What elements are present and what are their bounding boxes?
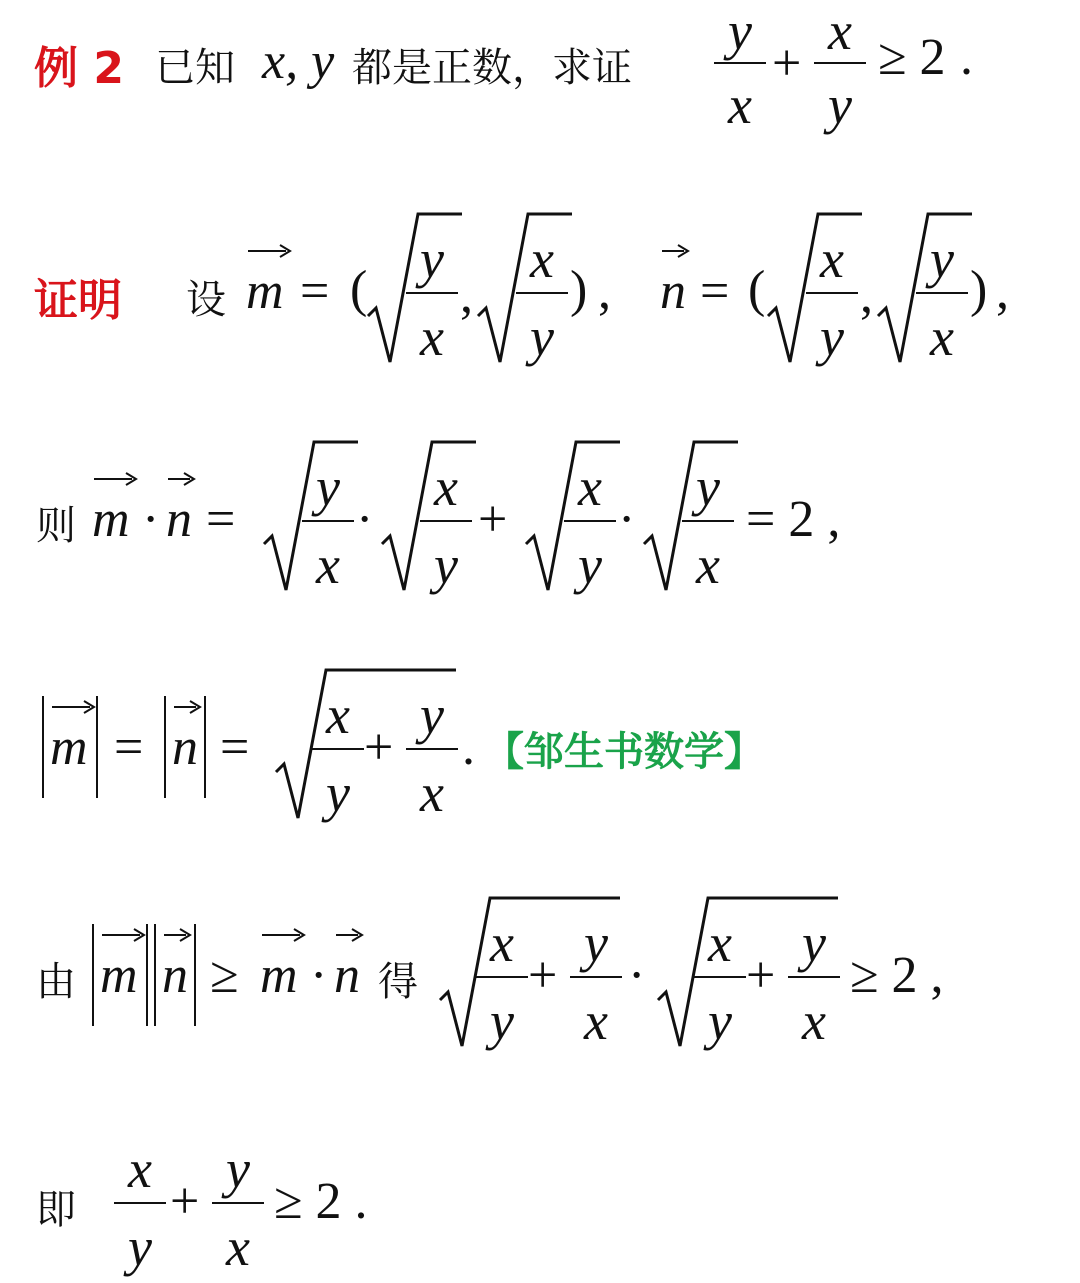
get-word: 得 <box>378 959 418 1005</box>
frac-bar <box>714 62 766 64</box>
by-word: 由 <box>36 959 76 1005</box>
frac-denominator: y <box>828 75 852 135</box>
vector-n: n <box>660 263 686 320</box>
vector-arrow-icon <box>166 472 196 486</box>
vector-arrow-icon <box>172 700 202 714</box>
given-text: 已知 <box>155 45 235 91</box>
vector-arrow-icon <box>334 928 364 942</box>
frac-bar <box>814 62 866 64</box>
period: . <box>462 719 475 776</box>
frac-numerator: y <box>728 1 752 61</box>
set-word: 设 <box>186 277 226 323</box>
plus-sign: + <box>772 35 802 92</box>
vector-arrow-icon <box>100 928 146 942</box>
inequality-rhs: ≥ 2 <box>878 29 946 86</box>
vector-arrow-icon <box>92 472 138 486</box>
watermark: 【邹生书数学】 <box>484 729 764 775</box>
given-vars: x, y <box>262 33 335 90</box>
vector-arrow-icon <box>50 700 96 714</box>
example-label: 例 2 <box>34 43 124 94</box>
period: . <box>960 29 973 86</box>
vector-arrow-icon <box>162 928 192 942</box>
vector-m: m <box>246 263 284 320</box>
open-paren: ( <box>350 261 368 318</box>
vector-arrow-icon <box>660 244 690 258</box>
vector-arrow-icon <box>260 928 306 942</box>
thus-word: 即 <box>36 1187 76 1233</box>
then-word: 则 <box>36 503 76 549</box>
frac-numerator: x <box>828 1 852 61</box>
ge-sign: ≥ <box>210 947 239 1004</box>
prove-text: 都是正数，求证 <box>352 45 632 91</box>
conclusion-result: ≥ 2 . <box>274 1173 368 1230</box>
frac-denominator: x <box>728 75 752 135</box>
equals-sign: = <box>300 263 330 320</box>
vector-arrow-icon <box>246 244 292 258</box>
ineq-result: ≥ 2 , <box>850 947 944 1004</box>
dot-result: = 2 , <box>746 491 841 548</box>
proof-label: 证明 <box>34 275 122 326</box>
